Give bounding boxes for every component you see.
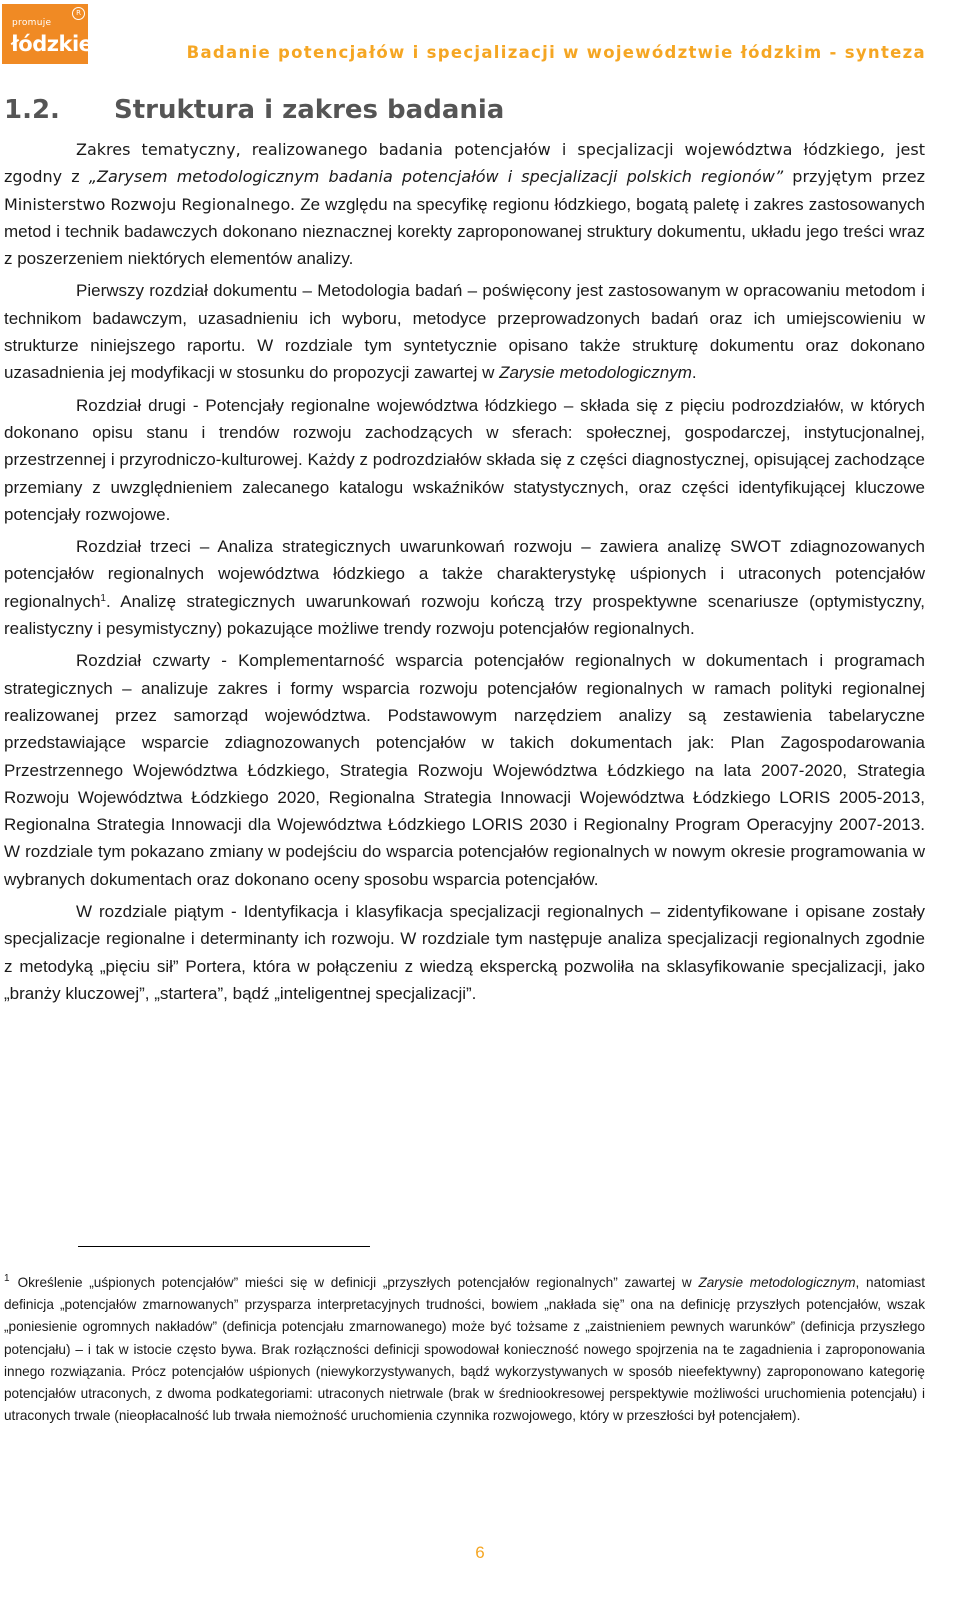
footnote [4,1272,925,1427]
paragraph-2-text-c: . [691,363,697,383]
footnote-separator [78,1246,370,1247]
section-title: Struktura i zakres badania [114,95,505,125]
footnote-reference[interactable]: 1 [100,592,106,604]
paragraph-1-italic-title: „Zarysem metodologicznym badania potencjałów i specjalizacji polskich regionów” [88,167,784,187]
logo-promuje-text: promuje [12,18,52,28]
paragraph-4 [4,533,925,642]
logo-name-text: łódzkie [11,32,93,56]
paragraph-5: Rozdział czwarty - Komplementarność wsparcia potencjałów regionalnych w dokumentach i programach strategicznych – analizuje zakres i formy wsparcia rozwoju potencjałów regionalnych w ramach polityki regionalnej realizowanej przez samorząd województwa. Podstawowym narzędziem analizy są zestawienia tabelaryczne przedstawiające wsparcie zdiagnozowanych potencjałów w takich dokumentach jak: Plan Zagospodarowania Przestrzennego Województwa Łódzkiego, Strategia Rozwoju Województwa Łódzkiego na lata 2007-2020, Strategia Rozwoju Województwa Łódzkiego 2020, Regionalna Strategia Innowacji Województwa Łódzkiego LORIS 2005-2013, Regionalna Strategia Innowacji dla Województwa Łódzkiego LORIS 2030 i Regionalny Program Operacyjny 2007-2013. W rozdziale tym pokazano zmiany w podejściu do wsparcia potencjałów regionalnych w nowym okresie programowania w wybranych dokumentach oraz dokonano oceny sposobu wsparcia potencjałów. [4,651,925,889]
footnote-italic-ref: Zarysie metodologicznym [698,1275,856,1290]
paragraph-6: W rozdziale piątym - Identyfikacja i klasyfikacja specjalizacji regionalnych – zidentyfikowane i opisane zostały specjalizacje regionalne i determinanty ich rozwoju. W rozdziale tym następuje analiza specjalizacji regionalnych zgodnie z metodyką „pięciu sił” Portera, która w połączeniu z wiedzą ekspercką pozwoliła na sklasyfikowanie specjalizacji, jako „branży kluczowej”, „startera”, bądź „inteligentnej specjalizacji”. [4,902,925,1003]
paragraph-1 [4,136,925,272]
paragraph-4-text-a: Rozdział trzeci – Analiza strategicznych uwarunkowań rozwoju – zawiera analizę SWOT zdiagnozowanych potencjałów regionalnych województwa łódzkiego a także charakterystykę uśpionych i utraconych potencjałów regionalnych [4,537,925,611]
paragraph-3: Rozdział drugi - Potencjały regionalne województwa łódzkiego – składa się z pięciu podrozdziałów, w których dokonano opisu stanu i trendów rozwoju zachodzących w sferach: społecznej, gospodarczej, instytucjonalnej, przestrzennej i przyrodniczo-kulturowej. Każdy z podrozdziałów składa się z części diagnostycznej, opisującej zachodzące przemiany z uwzględnieniem zalecanego katalogu wskaźników statystycznych, oraz części identyfikującej kluczowe potencjały rozwojowe. [4,395,925,524]
body-text [4,136,925,1012]
section-number: 1.2. [4,95,60,125]
page-number: 6 [475,1543,485,1562]
footnote-mark: 1 [4,1273,10,1284]
paragraph-2-text-a: Pierwszy rozdział dokumentu – Metodologia badań – poświęcony jest zastosowanym w opracowaniu metodom i technikom badawczym, uzasadnieniu ich wyboru, metodyce przeprowadzonych badań oraz ich umiejscowieniu w strukturze niniejszego raportu. W rozdziale tym syntetycznie opisano także strukturę dokumentu oraz dokonano uzasadnienia jej modyfikacji w stosunku do propozycji zawartej w [4,281,925,383]
footnote-text-a: Określenie „uśpionych potencjałów” mieści się w definicji „przyszłych potencjałów regionalnych” zawartej w [17,1275,699,1290]
paragraph-1-text-a: Zakres tematyczny, realizowanego badania potencjałów i specjalizacji województwa łódzkiego, jest zgodny z [4,140,925,187]
paragraph-1-text-d: Ze względu na specyfikę regionu łódzkiego, bogatą paletę i zakres zastosowanych metod i technik badawczych dokonano nieznacznej korekty zaproponowanej struktury dokumentu, układu jego treści wraz z poszerzeniem niektórych elementów analizy. [4,194,925,269]
paragraph-2 [4,277,925,386]
promuje-lodzkie-logo [2,4,93,64]
section-heading [4,95,504,125]
paragraph-2-italic-ref: Zarysie metodologicznym [499,363,692,383]
registered-mark-icon: R [72,7,85,20]
paragraph-4-text-b: . Analizę strategicznych uwarunkowań rozwoju kończą trzy prospektywne scenariusze (optymistyczny, realistyczny i pesymistyczny) pokazujące możliwe trendy rozwoju potencjałów regionalnych. [4,591,925,639]
footnote-1 [4,1272,925,1427]
footnote-text-c: , natomiast definicja „potencjałów zmarnowanych” przysparza interpretacyjnych trudności, bowiem „nakłada się” ona na definicję przyszłych potencjałów, wszak „poniesienie ogromnych nakładów” (definicja potencjału zmarnowanego) może być tożsame z „zaistnieniem pewnych warunków” (definicja przyszłego potencjału) – i tak w istocie często bywa. Brak rozłączności definicji spowodował konieczność nowego spojrzenia na te zagadnienia i zaproponowania innego rozwiązania. Prócz potencjałów uśpionych (niewykorzystywanych, bądź wykorzystywanych w sposób nieefektywny) zaproponowano kategorię potencjałów utraconych, z dwoma podkategoriami: utraconych nietrwale (brak w średniookresowej perspektywie możliwości uruchomienia potencjału) i utraconych trwale (nieopłacalność lub trwała niemożność uruchomienia czynnika rozwojowego, który w przeszłości był potencjałem). [4,1275,925,1424]
paragraph-1-text-c: przyjętym przez Ministerstwo Rozwoju Regionalnego. [4,167,926,214]
running-header-title: Badanie potencjałów i specjalizacji w województwie łódzkim - synteza [186,43,926,62]
